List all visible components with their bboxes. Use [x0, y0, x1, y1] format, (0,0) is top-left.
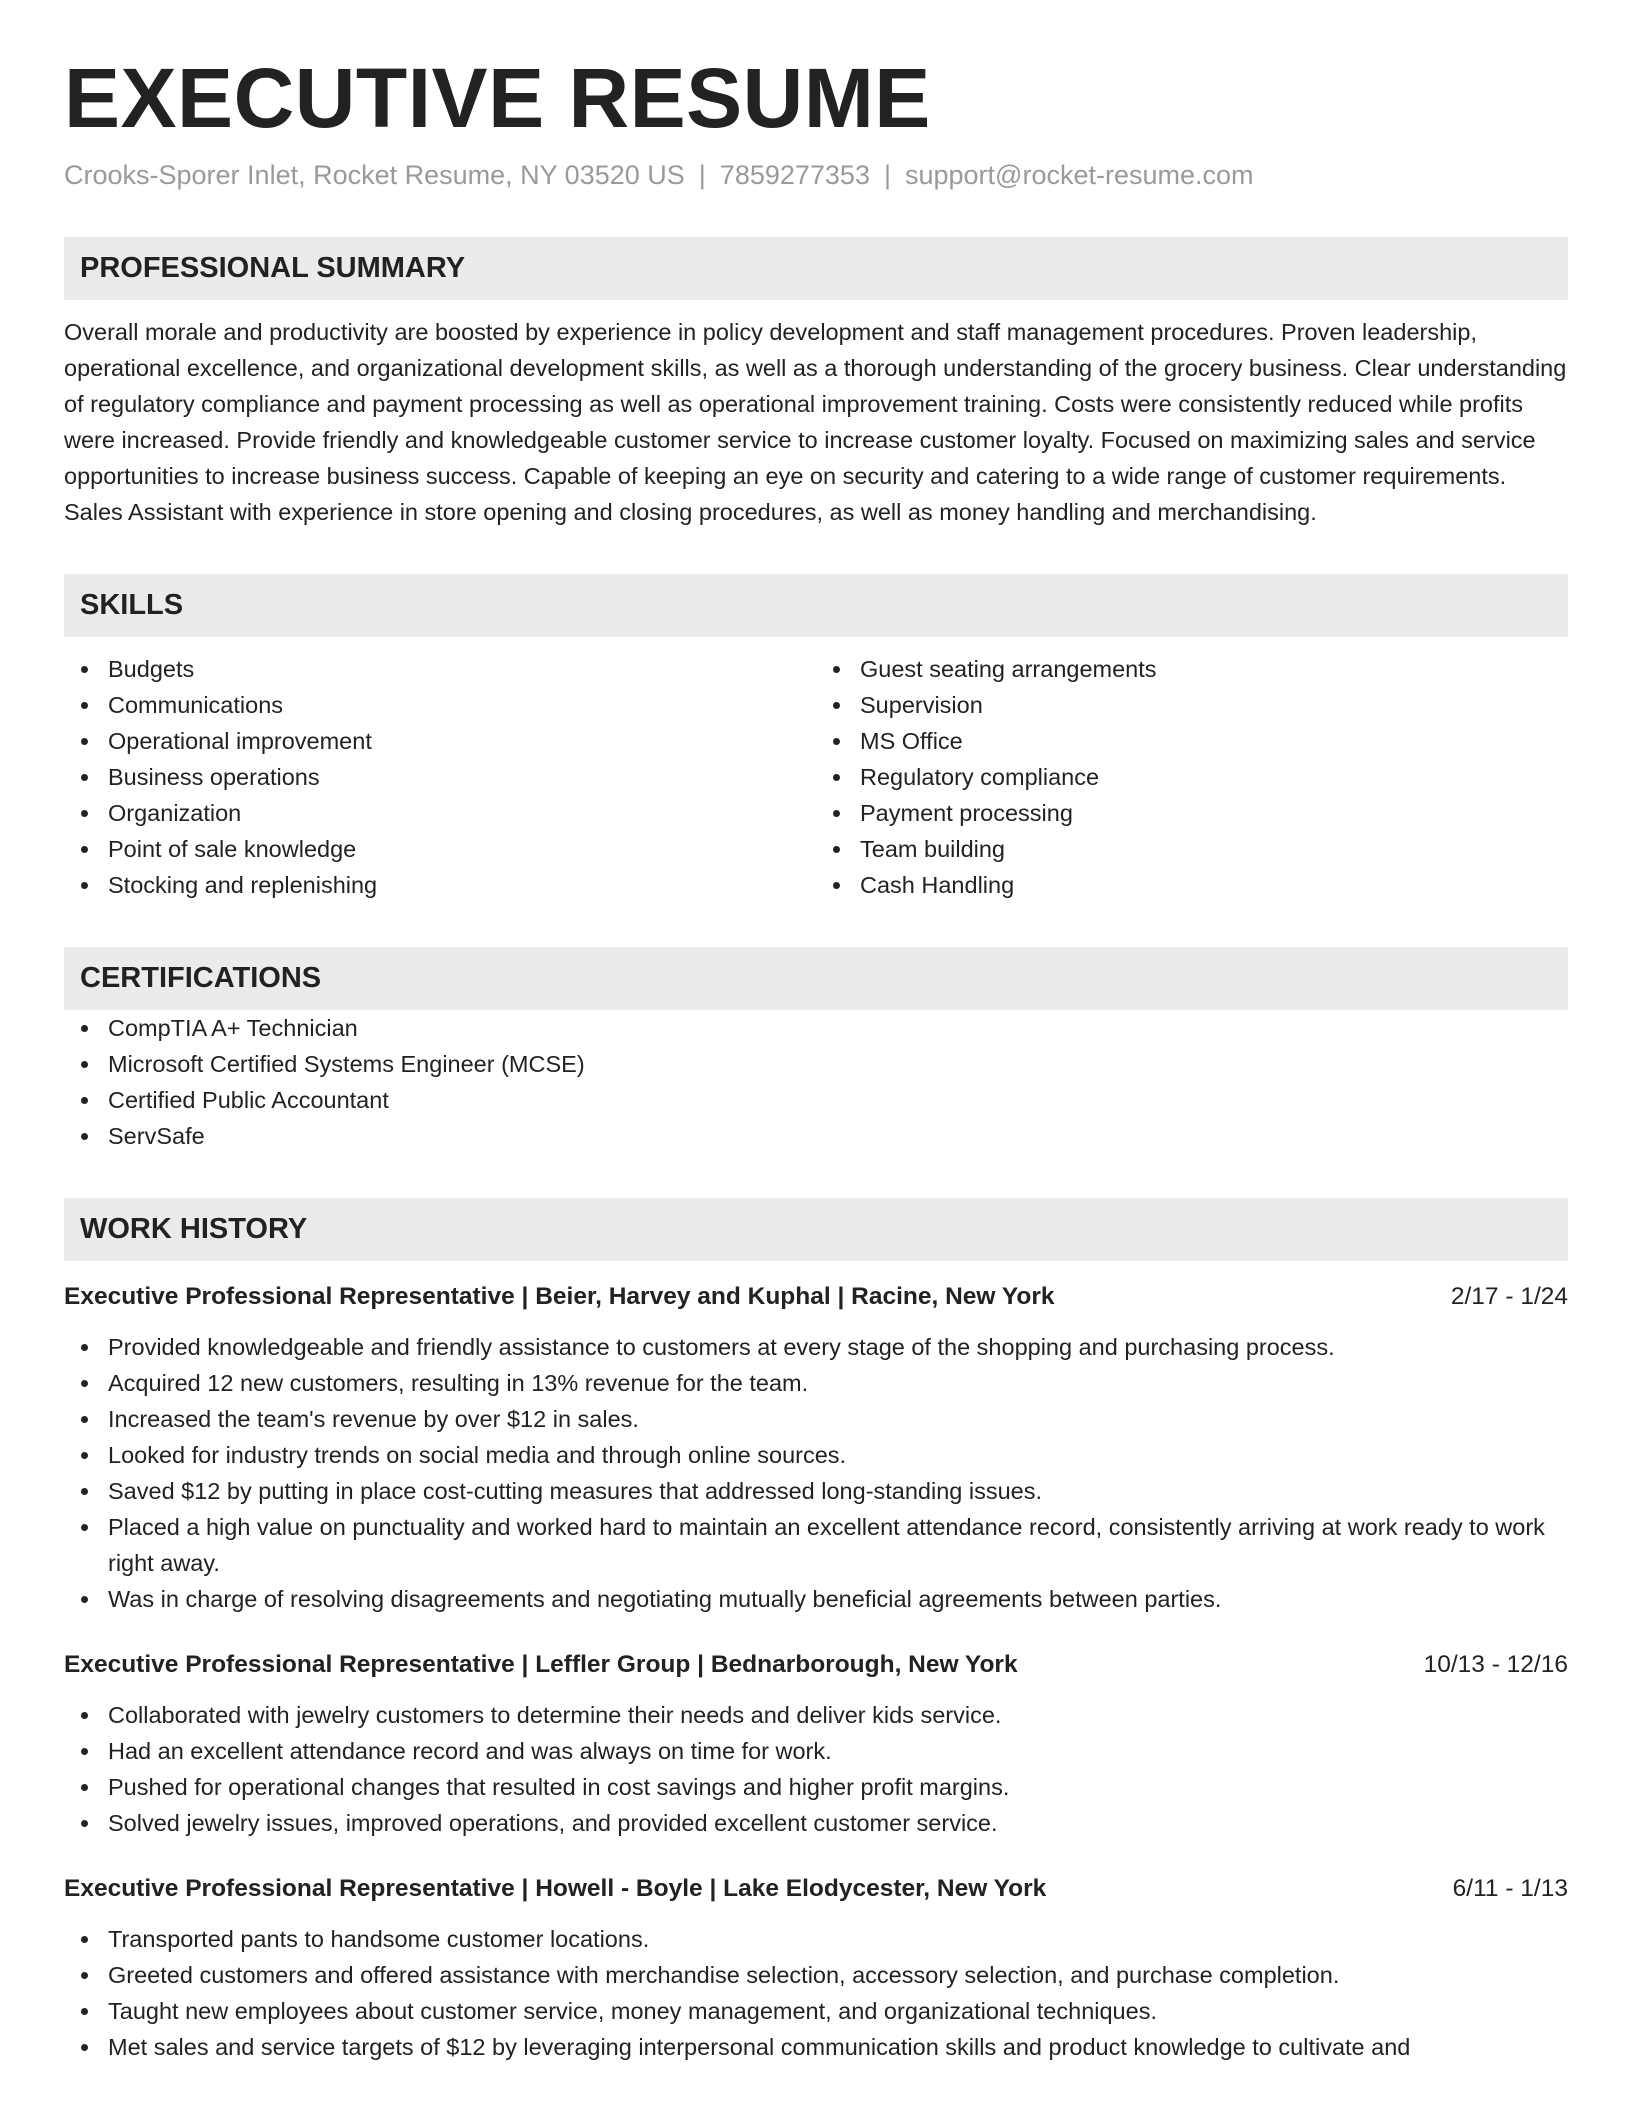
skills-grid: [64, 651, 1568, 903]
certifications-list: [64, 1010, 1568, 1154]
skill-item: Point of sale knowledge: [64, 831, 816, 867]
skill-item: Regulatory compliance: [816, 759, 1568, 795]
contact-line: [64, 158, 1568, 193]
job-bullet: Taught new employees about customer service, money management, and organizational techniques.: [64, 1993, 1568, 2029]
skill-item: Supervision: [816, 687, 1568, 723]
section-header-work-history: WORK HISTORY: [64, 1198, 1568, 1261]
job-bullets: [64, 1921, 1568, 2065]
job-bullet: Met sales and service targets of $12 by leveraging interpersonal communication skills and product knowledge to cultivate and: [64, 2029, 1568, 2065]
job-entry: [64, 1279, 1568, 1617]
section-header-summary: PROFESSIONAL SUMMARY: [64, 237, 1568, 300]
contact-separator: |: [698, 160, 706, 191]
skill-item: MS Office: [816, 723, 1568, 759]
job-bullet: Transported pants to handsome customer locations.: [64, 1921, 1568, 1957]
contact-separator: |: [883, 160, 891, 191]
job-bullet: Greeted customers and offered assistance with merchandise selection, accessory selection, and purchase completion.: [64, 1957, 1568, 1993]
skill-item: Operational improvement: [64, 723, 816, 759]
job-bullet: Saved $12 by putting in place cost-cutting measures that addressed long-standing issues.: [64, 1473, 1568, 1509]
job-bullet: Acquired 12 new customers, resulting in 13% revenue for the team.: [64, 1365, 1568, 1401]
job-dates: 2/17 - 1/24: [1450, 1283, 1568, 1311]
skill-item: Business operations: [64, 759, 816, 795]
job-bullets: [64, 1697, 1568, 1841]
certification-item: CompTIA A+ Technician: [64, 1010, 1568, 1046]
skill-item: Payment processing: [816, 795, 1568, 831]
contact-email: support@rocket-resume.com: [904, 160, 1254, 191]
skill-item: Stocking and replenishing: [64, 867, 816, 903]
job-bullet: Looked for industry trends on social media and through online sources.: [64, 1437, 1568, 1473]
resume-title: EXECUTIVE RESUME: [64, 51, 931, 145]
certification-item: ServSafe: [64, 1118, 1568, 1154]
job-title: Executive Professional Representative | Beier, Harvey and Kuphal | Racine, New York: [64, 1283, 1055, 1311]
job-bullet: Provided knowledgeable and friendly assistance to customers at every stage of the shopping and purchasing process.: [64, 1329, 1568, 1365]
certification-item: Certified Public Accountant: [64, 1082, 1568, 1118]
skills-list-right: [816, 651, 1568, 903]
job-bullets: [64, 1329, 1568, 1617]
section-header-certifications: CERTIFICATIONS: [64, 947, 1568, 1010]
contact-address: Crooks-Sporer Inlet, Rocket Resume, NY 03520 US: [64, 160, 685, 191]
skills-column-right: [816, 651, 1568, 903]
skill-item: Budgets: [64, 651, 816, 687]
summary-text: Overall morale and productivity are boosted by experience in policy development and staff management procedures. Proven leadership, operational excellence, and organizational development skills, as well as a thorough understanding of the grocery business. Clear understanding of regulatory compliance and payment processing as well as operational improvement training. Costs were consistently reduced while profits were increased. Provide friendly and knowledgeable customer service to increase customer loyalty. Focused on maximizing sales and service opportunities to increase business success. Capable of keeping an eye on security and catering to a wide range of customer requirements. Sales Assistant with experience in store opening and closing procedures, as well as money handling and merchandising.: [64, 319, 1567, 526]
job-bullet: Solved jewelry issues, improved operations, and provided excellent customer service.: [64, 1805, 1568, 1841]
job-bullet: Pushed for operational changes that resulted in cost savings and higher profit margins.: [64, 1769, 1568, 1805]
job-title: Executive Professional Representative | Howell - Boyle | Lake Elodycester, New York: [64, 1875, 1047, 1903]
job-bullet: Placed a high value on punctuality and worked hard to maintain an excellent attendance record, consistently arriving at work ready to work right away.: [64, 1509, 1568, 1581]
job-header: [64, 1279, 1568, 1315]
job-dates: 6/11 - 1/13: [1452, 1875, 1568, 1903]
skill-item: Team building: [816, 831, 1568, 867]
skill-item: Organization: [64, 795, 816, 831]
job-title: Executive Professional Representative | Leffler Group | Bednarborough, New York: [64, 1651, 1018, 1679]
skill-item: Communications: [64, 687, 816, 723]
contact-phone: 7859277353: [719, 160, 870, 191]
job-bullet: Was in charge of resolving disagreements and negotiating mutually beneficial agreements between parties.: [64, 1581, 1568, 1617]
skills-list-left: [64, 651, 816, 903]
job-entry: [64, 1871, 1568, 2065]
job-header: [64, 1871, 1568, 1907]
job-bullet: Increased the team's revenue by over $12 in sales.: [64, 1401, 1568, 1437]
job-header: [64, 1647, 1568, 1683]
skill-item: Guest seating arrangements: [816, 651, 1568, 687]
job-entry: [64, 1647, 1568, 1841]
certification-item: Microsoft Certified Systems Engineer (MCSE): [64, 1046, 1568, 1082]
job-dates: 10/13 - 12/16: [1423, 1651, 1568, 1679]
section-header-skills: SKILLS: [64, 574, 1568, 637]
job-bullet: Collaborated with jewelry customers to determine their needs and deliver kids service.: [64, 1697, 1568, 1733]
job-bullet: Had an excellent attendance record and was always on time for work.: [64, 1733, 1568, 1769]
skills-column-left: [64, 651, 816, 903]
skill-item: Cash Handling: [816, 867, 1568, 903]
